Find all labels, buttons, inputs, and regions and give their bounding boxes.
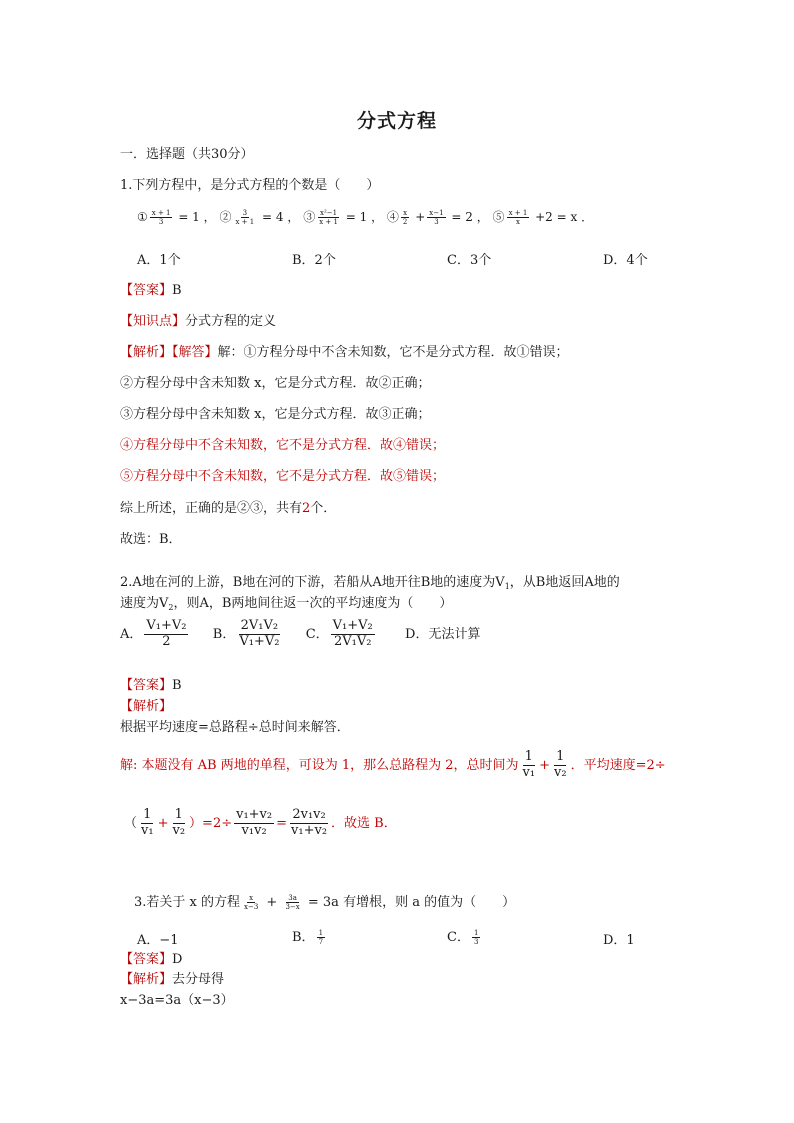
q2-option-d: D．无法计算: [405, 626, 481, 642]
q1-option-c: C．3个: [447, 253, 492, 268]
q1-frac-5: $\frac{x + 1}{x}$: [508, 208, 528, 226]
q1-frac-4b: $\frac{x-1}{3}$: [429, 208, 444, 226]
q2-stem-line-1: 2.A地在河的上游，B地在河的下游，若船从A地开往B地的速度为$V_1$，从B地返回A地的: [120, 575, 620, 591]
q2-options: [120, 619, 480, 650]
q1-analysis-5: ⑤方程分母中不含未知数，它不是分式方程．故⑤错误；: [120, 469, 446, 484]
q1-analysis: 【解析】【解答】解：①方程分母中不含未知数，它不是分式方程．故①错误；: [120, 345, 569, 360]
q1-analysis-4: ④方程分母中不含未知数，它不是分式方程．故④错误；: [120, 438, 446, 453]
q2-answer: 【答案】B: [120, 678, 182, 693]
q1-frac-4a: $\frac{x}{2}$: [402, 208, 408, 226]
q3-option-b: B． $\frac{1}{7}$: [292, 928, 324, 946]
section-heading: 一．选择题（共30分）: [120, 147, 254, 162]
q3-option-a: A．−1: [137, 933, 179, 948]
page-title: 分式方程: [356, 110, 437, 132]
q3-step: x−3a=3a（x−3）: [120, 993, 234, 1008]
q2-solution-line-1: 解: 本题没有 AB 两地的单程，可设为 1，那么总路程为 2，总时间为 $\frac{1}{\text{v₁}}$ + $\frac{1}{\text{v₂}}$ ．平均速度=2÷: [120, 749, 666, 780]
q1-summary: 综上所述，正确的是②③，共有2个．: [120, 501, 337, 516]
q1-equations: ① $\frac{x + 1}{3}$ = 1 ， ② $\frac{3}{x + 1}$ = 4 ， ③ $\frac{\text{x²−1}}{x + 1}$ = 1 ， ④ $\frac{x}{2}$ + $\frac{x-1}{3}$ = 2 ， ⑤ $\frac{x + 1}{x}$ +2 = x ．: [137, 208, 594, 226]
q2-stem-line-2: 速度为$V_2$，则A，B两地间往返一次的平均速度为（ ）: [120, 596, 453, 612]
q1-choose: 故选：B．: [120, 532, 182, 547]
q2-solution-line-2: （ $\frac{1}{\text{v₁}}$ + $\frac{1}{\text{v₂}}$ ）=2÷ $\frac{\text{v₁+v₂}}{\text{v₁v₂}}$ = $\frac{\text{2v₁v₂}}{\text{v₁+v₂}}$ ．故选 B．: [124, 807, 397, 838]
q3-option-d: D．1: [603, 933, 635, 948]
q1-option-b: B．2个: [292, 253, 336, 268]
q1-analysis-2: ②方程分母中含未知数 x，它是分式方程．故②正确；: [120, 376, 431, 391]
q1-frac-2: $\frac{3}{x + 1}$: [235, 208, 255, 226]
q1-stem: 1.下列方程中，是分式方程的个数是（ ）: [120, 178, 380, 193]
q2-option-c: C． $\frac{\text{V₁+V₂}}{\text{2V₁V₂}}$: [305, 618, 373, 649]
q1-option-d: D．4个: [603, 253, 648, 268]
q2-hint: 根据平均速度=总路程÷总时间来解答．: [120, 720, 350, 735]
q1-answer: 【答案】B: [120, 283, 182, 298]
q2-option-b: B． $\frac{\text{2V₁V₂}}{\text{V₁+V₂}}$: [212, 618, 280, 649]
q2-analysis-tag: 【解析】: [120, 699, 173, 714]
q3-option-c: C． $\frac{1}{3}$: [447, 928, 479, 946]
q1-frac-3: $\frac{\text{x²−1}}{x + 1}$: [319, 208, 338, 226]
q3-analysis: 【解析】去分母得: [120, 972, 225, 987]
q1-option-a: A．1个: [137, 253, 181, 268]
q3-answer: 【答案】D: [120, 952, 183, 967]
q1-frac-1: $\frac{x + 1}{3}$: [151, 208, 171, 226]
q2-option-a: A． $\frac{\text{V₁+V₂}}{2}$: [120, 618, 187, 649]
q1-analysis-3: ③方程分母中含未知数 x，它是分式方程．故③正确；: [120, 407, 431, 422]
q1-knowledge-point: 【知识点】分式方程的定义: [120, 314, 277, 329]
q3-stem: 3.若关于 x 的方程 $\frac{x}{x-3}$ + $\frac{3a}{3-x}$ = 3a 有增根，则 a 的值为（ ）: [134, 893, 516, 911]
